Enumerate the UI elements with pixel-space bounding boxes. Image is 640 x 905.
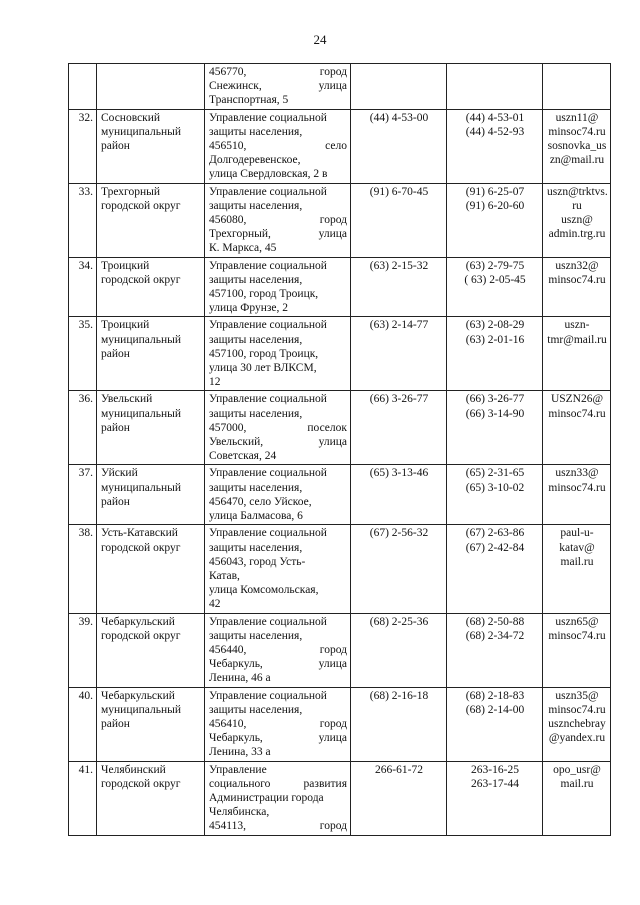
municipality-name-line: Троицкий: [101, 259, 150, 272]
address-text: Чебаркуль,: [209, 658, 263, 671]
phone-number: (65) 2-31-65: [465, 467, 525, 480]
address-text: защиты населения,: [209, 333, 303, 346]
address-text: Управление социальной: [209, 319, 327, 332]
municipality-name-line: городской округ: [101, 629, 181, 642]
phone-secondary: [447, 183, 543, 257]
address-line: [209, 375, 347, 389]
address-text-right: улица: [318, 658, 347, 671]
email-line: uszn65@: [555, 615, 599, 628]
municipality-name-line: муниципальный: [101, 481, 182, 494]
email-line: minsoc74.ru: [548, 125, 606, 138]
address-text-right: улица: [318, 732, 347, 745]
office-address: [205, 525, 351, 613]
address-line: [209, 819, 347, 833]
address-line: [209, 526, 347, 540]
email-line: uszn@trktvs.: [547, 185, 608, 198]
address-text: Управление социальной: [209, 393, 327, 406]
municipality-name-line: городской округ: [101, 541, 181, 554]
address-line: [209, 555, 347, 569]
office-address: [205, 687, 351, 761]
address-text: Управление социальной: [209, 111, 327, 124]
address-line: [209, 153, 347, 167]
address-line: [209, 745, 347, 759]
phone-secondary: [447, 317, 543, 391]
municipality-name-line: Челябинский: [101, 763, 166, 776]
address-line: [209, 717, 347, 731]
municipality-name-line: муниципальный: [101, 407, 182, 420]
address-text: защиты населения,: [209, 407, 303, 420]
phone-number: (67) 2-56-32: [369, 527, 429, 540]
address-line: [209, 199, 347, 213]
phone-secondary: [447, 687, 543, 761]
phone-number: (67) 2-42-84: [465, 541, 525, 554]
table-row: [69, 257, 611, 317]
address-line: [209, 615, 347, 629]
phone-number: (68) 2-14-00: [465, 703, 525, 716]
address-line: [209, 629, 347, 643]
municipality-name-line: муниципальный: [101, 703, 182, 716]
address-line: [209, 185, 347, 199]
municipality-name-line: район: [101, 140, 130, 153]
row-number: 38.: [69, 525, 97, 613]
address-text: защиты населения,: [209, 703, 303, 716]
address-text-right: город: [319, 820, 347, 833]
email-line: zn@mail.ru: [549, 154, 605, 167]
municipality-name-line: район: [101, 717, 130, 730]
address-text: защиты населения,: [209, 481, 303, 494]
address-line: [209, 541, 347, 555]
phone-primary: [351, 257, 447, 317]
phone-number: (65) 3-10-02: [465, 481, 525, 494]
table-row: [69, 465, 611, 525]
address-line: [209, 79, 347, 93]
table-row: [69, 687, 611, 761]
address-text-right: улица: [318, 436, 347, 449]
phone-number: (63) 2-14-77: [369, 319, 429, 332]
address-line: [209, 213, 347, 227]
address-text: защиты населения,: [209, 629, 303, 642]
email-line: minsoc74.ru: [548, 407, 606, 420]
municipality-name-line: муниципальный: [101, 125, 182, 138]
office-address: [205, 613, 351, 687]
email-line: uszn@: [561, 214, 593, 227]
phone-primary: [351, 109, 447, 183]
municipality-name: [97, 257, 205, 317]
phone-number: (44) 4-53-00: [369, 111, 429, 124]
address-text-right: город: [319, 214, 347, 227]
address-line: [209, 495, 347, 509]
municipality-name-line: Уйский: [101, 467, 138, 480]
address-line: [209, 657, 347, 671]
phone-number: (68) 2-16-18: [369, 689, 429, 702]
email-address: [543, 257, 611, 317]
address-text: Увельский,: [209, 436, 264, 449]
municipality-name-line: Чебаркульский: [101, 689, 175, 702]
email-line: mail.ru: [560, 555, 594, 568]
email-line: sosnovka_us: [547, 140, 607, 153]
address-line: [209, 643, 347, 657]
address-text-right: город: [319, 66, 347, 78]
address-text: Управление социальной: [209, 527, 327, 540]
phone-secondary: [447, 613, 543, 687]
address-text: 456410,: [209, 717, 247, 730]
phone-number: (66) 3-26-77: [465, 393, 525, 406]
table-row: [69, 761, 611, 835]
email-address: [543, 109, 611, 183]
page-number: 24: [313, 32, 327, 47]
office-address: [205, 317, 351, 391]
phone-number: (68) 2-25-36: [369, 615, 429, 628]
address-line: [209, 689, 347, 703]
row-number: [69, 64, 97, 110]
phone-number: (63) 2-79-75: [465, 259, 525, 272]
address-text: 42: [209, 598, 221, 611]
email-line: uszn35@: [555, 689, 599, 702]
phone-secondary: [447, 257, 543, 317]
municipality-name-line: Троицкий: [101, 319, 150, 332]
municipality-name-line: Чебаркульский: [101, 615, 175, 628]
address-line: [209, 111, 347, 125]
address-text: Управление социальной: [209, 185, 327, 198]
email-line: tmr@mail.ru: [547, 333, 607, 346]
municipality-name: [97, 391, 205, 465]
office-address: [205, 64, 351, 110]
address-text: защиты населения,: [209, 125, 303, 138]
address-line: [209, 301, 347, 315]
address-text: Чебаркуль,: [209, 732, 263, 745]
address-text: 457000,: [209, 421, 247, 434]
address-text: 457100, город Троицк,: [209, 347, 319, 360]
address-text: Транспортная, 5: [209, 94, 289, 107]
phone-secondary: [447, 465, 543, 525]
row-number: 35.: [69, 317, 97, 391]
municipality-name-line: Увельский: [101, 393, 153, 406]
phone-secondary: [447, 525, 543, 613]
table-row: [69, 109, 611, 183]
email-address: [543, 183, 611, 257]
address-text-right: поселок: [307, 421, 347, 434]
address-text: улица Комсомольская,: [209, 584, 319, 597]
office-address: [205, 761, 351, 835]
email-line: ru: [572, 199, 582, 212]
address-line: [209, 259, 347, 273]
phone-number: (63) 2-08-29: [465, 319, 525, 332]
address-line: [209, 241, 347, 255]
address-text: защиты населения,: [209, 541, 303, 554]
phone-number: (91) 6-25-07: [465, 185, 525, 198]
email-line: usznchebray: [548, 717, 606, 730]
phone-number: (67) 2-63-86: [465, 527, 525, 540]
email-line: minsoc74.ru: [548, 703, 606, 716]
municipality-name-line: Усть-Катавский: [101, 527, 178, 540]
phone-primary: [351, 613, 447, 687]
phone-number: (68) 2-50-88: [465, 615, 525, 628]
address-line: [209, 347, 347, 361]
row-number: 39.: [69, 613, 97, 687]
address-line: [209, 333, 347, 347]
municipality-name: [97, 317, 205, 391]
phone-primary: [351, 64, 447, 110]
phone-primary: [351, 183, 447, 257]
row-number: 37.: [69, 465, 97, 525]
row-number: 32.: [69, 109, 97, 183]
table-row: [69, 525, 611, 613]
address-text: улица Свердловская, 2 в: [209, 168, 328, 181]
municipality-name-line: Сосновский: [101, 111, 161, 124]
address-text: 456470, село Уйское,: [209, 495, 312, 508]
municipality-name: [97, 761, 205, 835]
address-line: [209, 466, 347, 480]
address-text: улица Балмасова, 6: [209, 510, 303, 523]
phone-primary: [351, 761, 447, 835]
table-row: [69, 613, 611, 687]
address-text: 456770,: [209, 66, 247, 78]
address-line: [209, 731, 347, 745]
address-text: Долгодеревенское,: [209, 154, 301, 167]
email-line: paul-u-: [560, 527, 594, 540]
address-text: Катав,: [209, 569, 240, 582]
address-text-right: город: [319, 643, 347, 656]
address-text: социального: [209, 777, 271, 790]
phone-number: (65) 3-13-46: [369, 467, 429, 480]
address-text: улица 30 лет ВЛКСМ,: [209, 362, 317, 375]
address-line: [209, 791, 347, 805]
email-address: [543, 525, 611, 613]
phone-number: (44) 4-53-01: [465, 111, 525, 124]
address-line: [209, 449, 347, 463]
phone-primary: [351, 465, 447, 525]
phone-number: (68) 2-34-72: [465, 629, 525, 642]
municipality-name: [97, 109, 205, 183]
municipality-name: [97, 183, 205, 257]
email-address: [543, 317, 611, 391]
municipality-name-line: муниципальный: [101, 333, 182, 346]
phone-number: (66) 3-14-90: [465, 407, 525, 420]
phone-primary: [351, 391, 447, 465]
municipality-name: [97, 687, 205, 761]
phone-number: (63) 2-15-32: [369, 259, 429, 272]
municipality-name-line: городской округ: [101, 777, 181, 790]
address-text: улица Фрунзе, 2: [209, 302, 289, 315]
table-row: [69, 317, 611, 391]
address-text: 454113,: [209, 820, 246, 833]
phone-number: (66) 3-26-77: [369, 393, 429, 406]
municipality-name-line: район: [101, 347, 130, 360]
row-number: 36.: [69, 391, 97, 465]
phone-number: (91) 6-20-60: [465, 199, 525, 212]
table-row: [69, 183, 611, 257]
email-address: [543, 761, 611, 835]
address-text-right: город: [319, 717, 347, 730]
table-row: [69, 64, 611, 110]
email-line: @yandex.ru: [548, 732, 606, 745]
email-line: minsoc74.ru: [548, 629, 606, 642]
email-address: [543, 465, 611, 525]
municipality-name: [97, 525, 205, 613]
row-number: 34.: [69, 257, 97, 317]
address-line: [209, 273, 347, 287]
municipality-name-line: городской округ: [101, 273, 181, 286]
address-text: защиты населения,: [209, 273, 303, 286]
address-text: Администрации города: [209, 791, 324, 804]
address-line: [209, 671, 347, 685]
address-text: Управление социальной: [209, 615, 327, 628]
address-line: [209, 361, 347, 375]
phone-secondary: [447, 109, 543, 183]
address-line: [209, 435, 347, 449]
address-text: Ленина, 33 а: [209, 746, 271, 759]
address-text: 456080,: [209, 214, 247, 227]
address-line: [209, 583, 347, 597]
email-address: [543, 64, 611, 110]
address-line: [209, 421, 347, 435]
phone-primary: [351, 525, 447, 613]
address-line: [209, 167, 347, 181]
social-protection-offices-table: [68, 63, 611, 836]
table-row: [69, 391, 611, 465]
municipality-name-line: городской округ: [101, 199, 181, 212]
address-text: Управление социальной: [209, 467, 327, 480]
address-line: [209, 125, 347, 139]
address-text: 456440,: [209, 643, 247, 656]
row-number: 41.: [69, 761, 97, 835]
municipality-name: [97, 465, 205, 525]
address-line: [209, 777, 347, 791]
row-number: 33.: [69, 183, 97, 257]
email-address: [543, 613, 611, 687]
address-line: [209, 407, 347, 421]
address-text: защиты населения,: [209, 199, 303, 212]
phone-primary: [351, 317, 447, 391]
office-address: [205, 465, 351, 525]
address-text-right: развития: [303, 777, 347, 790]
email-line: uszn32@: [555, 259, 599, 272]
phone-number: 263-16-25: [471, 763, 519, 776]
address-line: [209, 763, 347, 777]
address-line: [209, 805, 347, 819]
email-line: uszn11@: [555, 111, 599, 124]
address-line: [209, 139, 347, 153]
row-number: 40.: [69, 687, 97, 761]
address-text: Челябинска,: [209, 806, 270, 819]
phone-number: (91) 6-70-45: [369, 185, 429, 198]
phone-secondary: [447, 391, 543, 465]
address-text: 456043, город Усть-: [209, 555, 306, 568]
email-line: USZN26@: [550, 393, 604, 406]
phone-number: ( 63) 2-05-45: [464, 273, 526, 286]
address-line: [209, 318, 347, 332]
municipality-name: [97, 613, 205, 687]
address-line: [209, 287, 347, 301]
address-text: Советская, 24: [209, 450, 277, 463]
email-address: [543, 391, 611, 465]
address-text: К. Маркса, 45: [209, 242, 277, 255]
address-text-right: село: [325, 140, 347, 153]
address-text: Трехгорный,: [209, 228, 271, 241]
office-address: [205, 183, 351, 257]
email-line: mail.ru: [560, 777, 594, 790]
address-text-right: улица: [318, 228, 347, 241]
address-text: Ленина, 46 а: [209, 672, 271, 685]
address-line: [209, 597, 347, 611]
office-address: [205, 109, 351, 183]
address-line: [209, 569, 347, 583]
address-text: Снежинск,: [209, 80, 262, 93]
address-line: [209, 392, 347, 406]
phone-number: 266-61-72: [375, 763, 423, 776]
municipality-name-line: район: [101, 421, 130, 434]
phone-secondary: [447, 761, 543, 835]
phone-number: (68) 2-18-83: [465, 689, 525, 702]
address-text: 456510,: [209, 140, 247, 153]
address-line: [209, 227, 347, 241]
phone-primary: [351, 687, 447, 761]
email-line: katav@: [559, 541, 595, 554]
address-text: 12: [209, 376, 221, 389]
email-line: opo_usr@: [553, 763, 601, 776]
phone-number: 263-17-44: [471, 777, 519, 790]
office-address: [205, 391, 351, 465]
address-text: 457100, город Троицк,: [209, 288, 319, 301]
email-line: minsoc74.ru: [548, 273, 606, 286]
address-line: [209, 481, 347, 495]
phone-number: (44) 4-52-93: [465, 125, 525, 138]
email-line: uszn33@: [555, 467, 599, 480]
address-line: [209, 703, 347, 717]
phone-secondary: [447, 64, 543, 110]
phone-number: (63) 2-01-16: [465, 333, 525, 346]
municipality-name-line: район: [101, 495, 130, 508]
email-line: admin.trg.ru: [548, 228, 606, 241]
address-text-right: улица: [318, 80, 347, 93]
address-text: Управление социальной: [209, 689, 327, 702]
municipality-name: [97, 64, 205, 110]
address-text: Управление: [209, 763, 267, 776]
address-line: [209, 93, 347, 107]
office-address: [205, 257, 351, 317]
email-address: [543, 687, 611, 761]
email-line: minsoc74.ru: [548, 481, 606, 494]
email-line: uszn-: [564, 319, 590, 332]
municipality-name-line: Трехгорный: [101, 185, 161, 198]
address-line: [209, 509, 347, 523]
address-line: [209, 65, 347, 79]
address-text: Управление социальной: [209, 259, 327, 272]
